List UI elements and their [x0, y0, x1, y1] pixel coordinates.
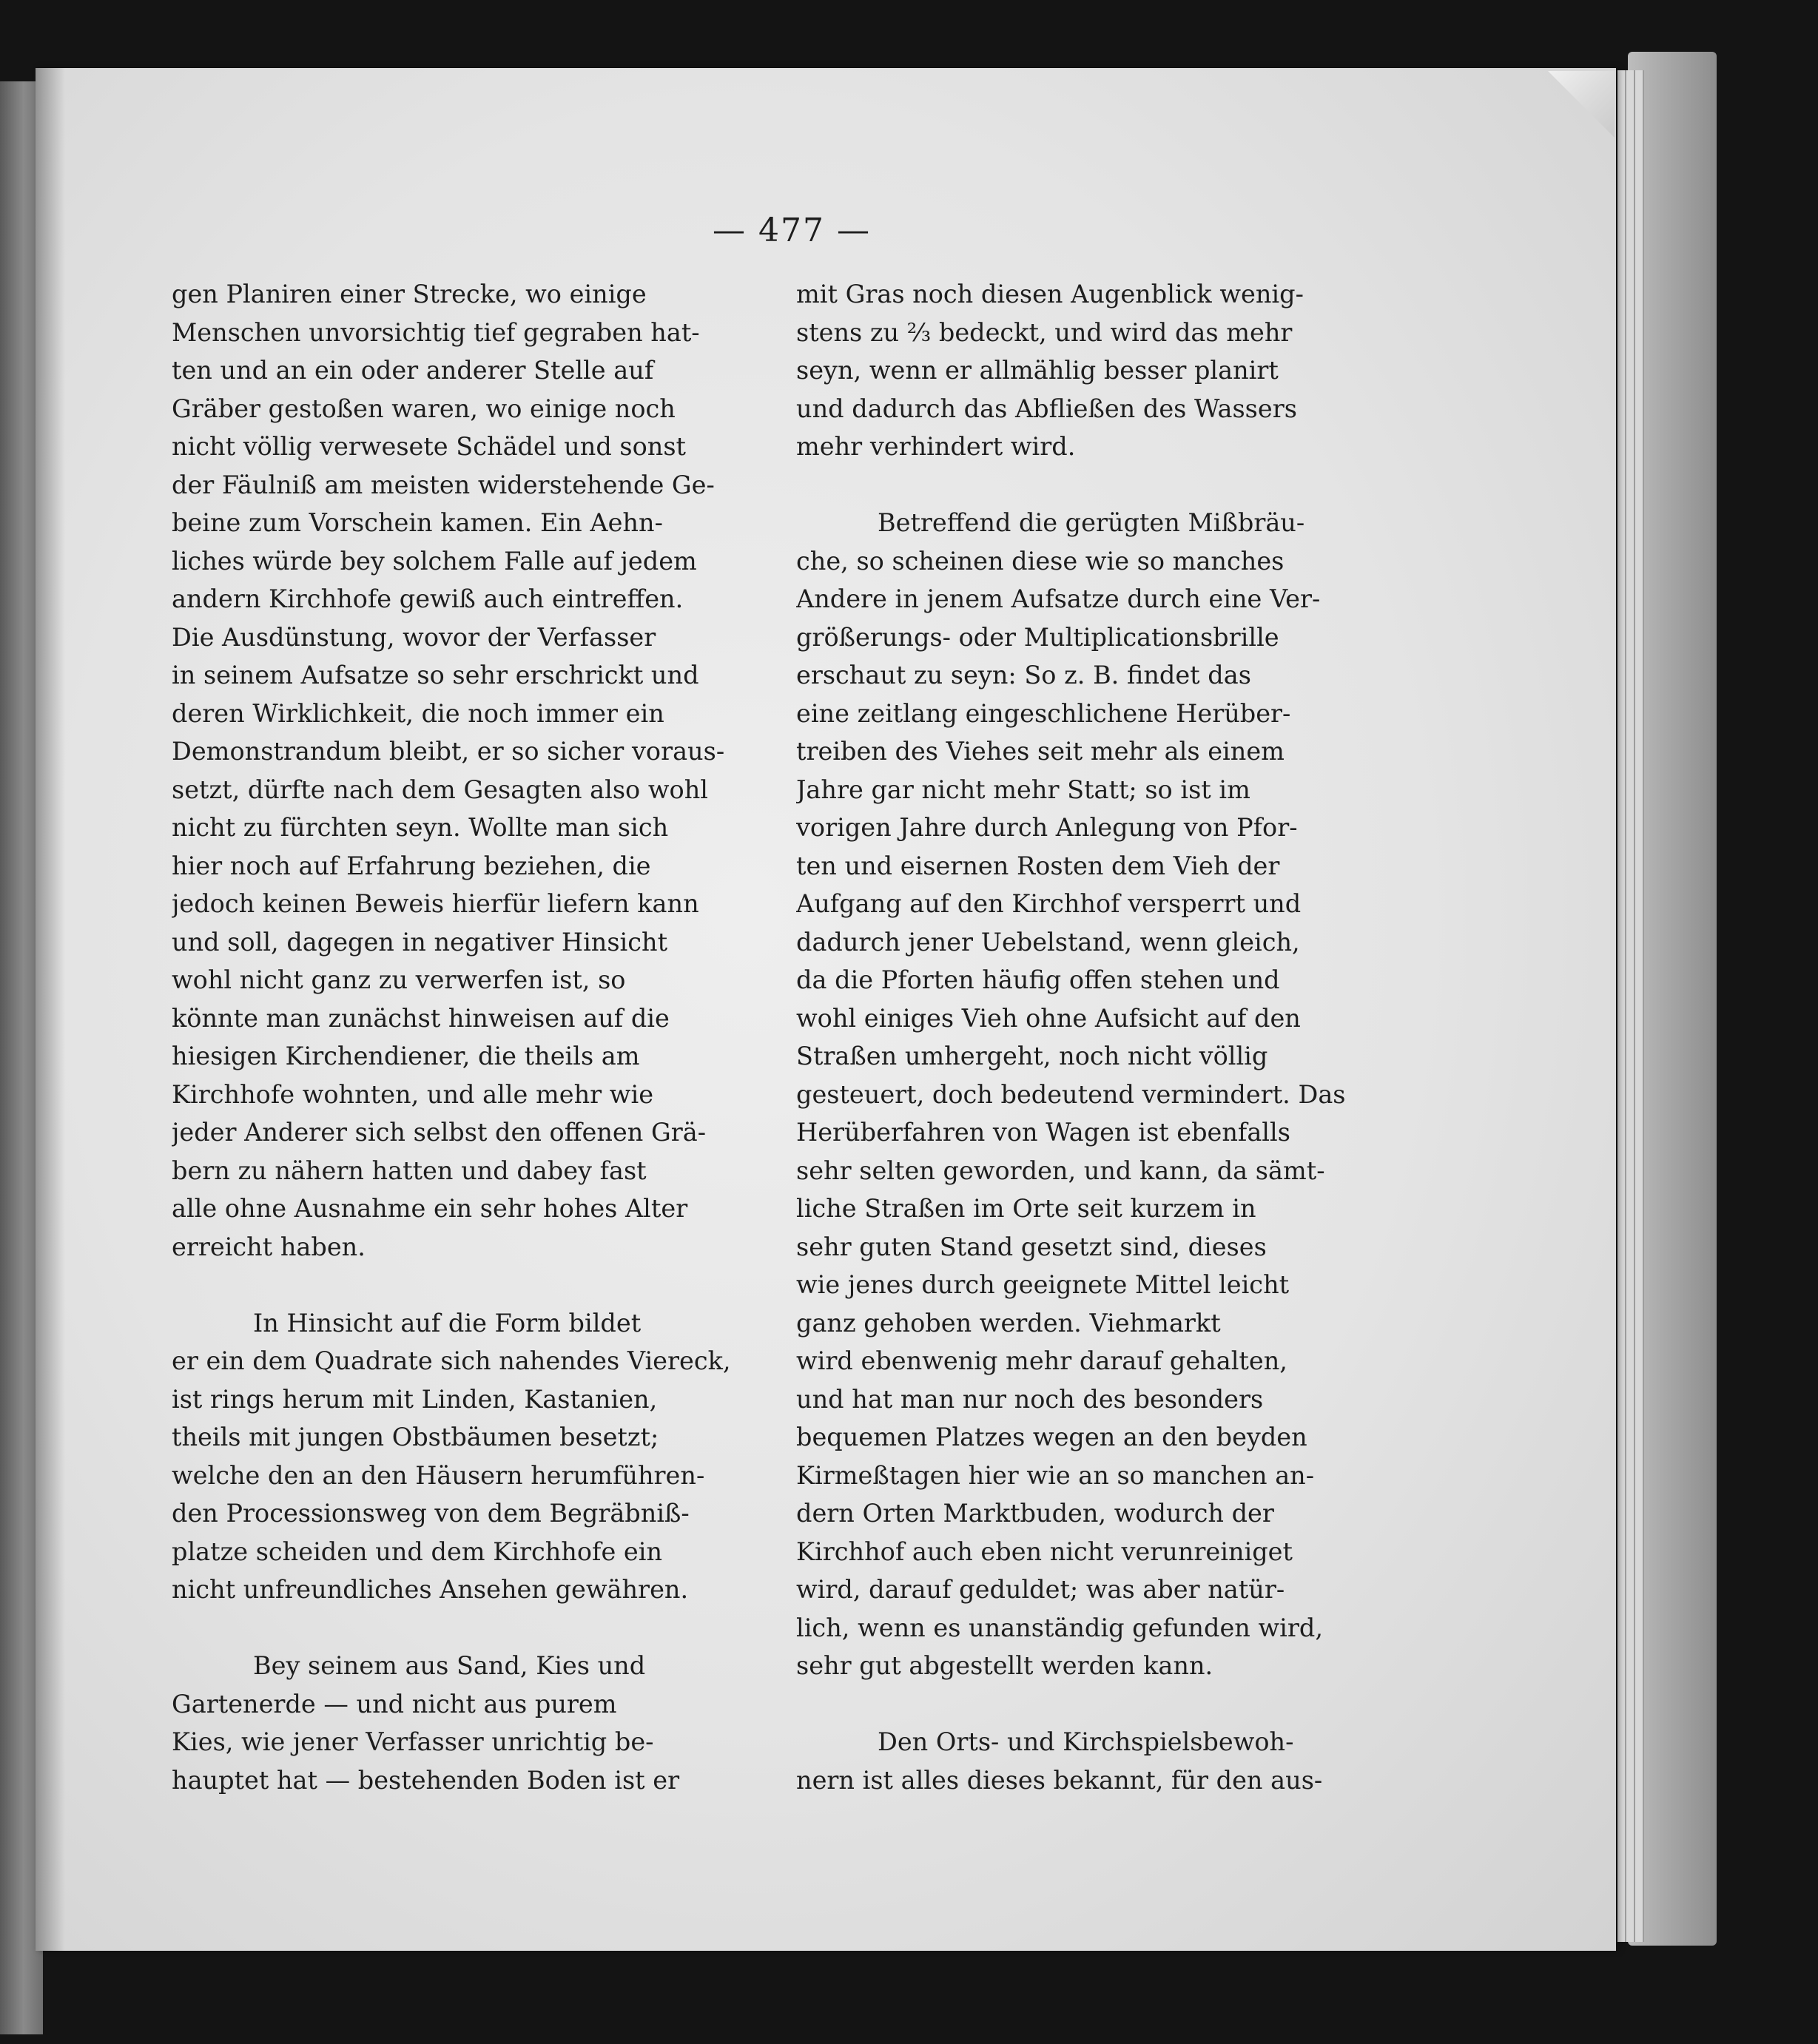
text-line: erschaut zu seyn: So z. B. findet das	[796, 661, 1251, 689]
text-line: Betreffend die gerügten Mißbräu-	[878, 508, 1305, 537]
spine-shadow	[36, 68, 65, 1951]
text-line: che, so scheinen diese wie so manches	[796, 546, 1285, 576]
text-line: sehr guten Stand gesetzt sind, dieses	[796, 1232, 1267, 1261]
text-line: hiesigen Kirchendiener, die theils am	[172, 1042, 640, 1070]
text-line: Kirmeßtagen hier wie an so manchen an-	[796, 1460, 1315, 1490]
text-line: und dadurch das Abfließen des Wassers	[796, 394, 1297, 423]
text-line: beine zum Vorschein kamen. Ein Aehn-	[172, 508, 663, 537]
text-line: deren Wirklichkeit, die noch immer ein	[172, 698, 664, 728]
paragraph-gap	[796, 1685, 1385, 1724]
text-line: Gräber gestoßen waren, wo einige noch	[172, 394, 676, 423]
text-line: den Processionsweg von dem Begräbniß-	[172, 1499, 690, 1528]
text-line: vorigen Jahre durch Anlegung von Pfor-	[796, 813, 1298, 842]
left-text-column	[172, 275, 762, 1799]
page-edge	[1626, 70, 1635, 1942]
text-line: hauptet hat — bestehenden Boden ist er	[172, 1765, 680, 1795]
text-line: ten und eisernen Rosten dem Vieh der	[796, 851, 1280, 880]
text-line: jeder Anderer sich selbst den offenen Grä-	[172, 1118, 707, 1147]
text-line: Kirchhofe wohnten, und alle mehr wie	[172, 1079, 654, 1109]
text-line: er ein dem Quadrate sich nahendes Viereck,	[172, 1346, 731, 1375]
text-line: alle ohne Ausnahme ein sehr hohes Alter	[172, 1194, 688, 1223]
text-line: Kirchhof auch eben nicht verunreiniget	[796, 1537, 1293, 1566]
text-line: Demonstrandum bleibt, er so sicher voraus-	[172, 737, 725, 766]
text-line: der Fäulniß am meisten widerstehende Ge-	[172, 470, 715, 499]
text-line: wird ebenwenig mehr darauf gehalten,	[796, 1346, 1287, 1375]
text-line: ist rings herum mit Linden, Kastanien,	[172, 1384, 658, 1414]
text-line: dern Orten Marktbuden, wodurch der	[796, 1499, 1274, 1528]
paragraph-gap	[172, 1266, 762, 1304]
text-line: erreicht haben.	[172, 1232, 366, 1261]
text-line: Gartenerde — und nicht aus purem	[172, 1689, 617, 1718]
text-line: andern Kirchhofe gewiß auch eintreffen.	[172, 584, 684, 613]
text-line: sehr gut abgestellt werden kann.	[796, 1651, 1213, 1680]
text-line: mit Gras noch diesen Augenblick wenig-	[796, 280, 1304, 308]
page-number: — 477 —	[713, 212, 871, 249]
text-line: Bey seinem aus Sand, Kies und	[253, 1651, 646, 1680]
right-text-column	[796, 275, 1385, 1799]
text-line: Kies, wie jener Verfasser unrichtig be-	[172, 1727, 654, 1756]
text-line: nicht zu fürchten seyn. Wollte man sich	[172, 813, 669, 842]
text-line: gesteuert, doch bedeutend vermindert. Das	[796, 1079, 1346, 1109]
text-line: hier noch auf Erfahrung beziehen, die	[172, 851, 651, 880]
text-line: bern zu nähern hatten und dabey fast	[172, 1156, 647, 1185]
text-line: sehr selten geworden, und kann, da sämt-	[796, 1156, 1325, 1185]
text-line: ten und an ein oder anderer Stelle auf	[172, 356, 654, 385]
text-line: mehr verhindert wird.	[796, 432, 1076, 461]
text-line: wird, darauf geduldet; was aber natür-	[796, 1575, 1285, 1604]
text-line: liches würde bey solchem Falle auf jedem	[172, 546, 697, 576]
text-line: lich, wenn es unanständig gefunden wird,	[796, 1613, 1323, 1642]
text-line: könnte man zunächst hinweisen auf die	[172, 1003, 670, 1033]
text-line: und hat man nur noch des besonders	[796, 1384, 1264, 1414]
page-edge	[1635, 70, 1644, 1942]
text-line: Die Ausdünstung, wovor der Verfasser	[172, 622, 656, 652]
text-line: Den Orts- und Kirchspielsbewoh-	[878, 1727, 1294, 1756]
text-line: jedoch keinen Beweis hierfür liefern kann	[172, 889, 699, 918]
text-line: Andere in jenem Aufsatze durch eine Ver-	[796, 584, 1321, 613]
text-line: gen Planiren einer Strecke, wo einige	[172, 280, 647, 308]
text-line: wohl einiges Vieh ohne Aufsicht auf den	[796, 1003, 1301, 1033]
text-line: dadurch jener Uebelstand, wenn gleich,	[796, 927, 1300, 957]
text-line: liche Straßen im Orte seit kurzem in	[796, 1194, 1256, 1223]
text-line: stens zu ⅔ bedeckt, und wird das mehr	[796, 317, 1293, 347]
text-line: wohl nicht ganz zu verwerfen ist, so	[172, 965, 626, 994]
text-line: nicht unfreundliches Ansehen gewähren.	[172, 1575, 689, 1604]
paragraph-gap	[796, 466, 1385, 505]
text-line: welche den an den Häusern herumführen-	[172, 1460, 705, 1490]
text-line: Jahre gar nicht mehr Statt; so ist im	[796, 775, 1250, 804]
text-line: setzt, dürfte nach dem Gesagten also wohl	[172, 775, 709, 804]
text-line: nicht völlig verwesete Schädel und sonst	[172, 432, 687, 461]
text-line: theils mit jungen Obstbäumen besetzt;	[172, 1423, 659, 1451]
text-line: da die Pforten häufig offen stehen und	[796, 965, 1280, 994]
text-line: eine zeitlang eingeschlichene Herüber-	[796, 698, 1291, 728]
page-edge	[1617, 70, 1626, 1942]
text-line: treiben des Viehes seit mehr als einem	[796, 737, 1285, 766]
text-line: seyn, wenn er allmählig besser planirt	[796, 356, 1279, 385]
text-line: ganz gehoben werden. Viehmarkt	[796, 1308, 1221, 1338]
text-line: Menschen unvorsichtig tief gegraben hat-	[172, 317, 700, 347]
text-line: und soll, dagegen in negativer Hinsicht	[172, 927, 668, 957]
text-line: nern ist alles dieses bekannt, für den aus-	[796, 1765, 1323, 1795]
text-line: wie jenes durch geeignete Mittel leicht	[796, 1270, 1290, 1299]
text-line: platze scheiden und dem Kirchhofe ein	[172, 1537, 663, 1566]
paragraph-gap	[172, 1609, 762, 1647]
text-line: Straßen umhergeht, noch nicht völlig	[796, 1042, 1268, 1070]
text-line: größerungs- oder Multiplicationsbrille	[796, 622, 1279, 652]
text-line: in seinem Aufsatze so sehr erschrickt und	[172, 661, 699, 689]
text-line: Aufgang auf den Kirchhof versperrt und	[796, 889, 1302, 918]
text-line: bequemen Platzes wegen an den beyden	[796, 1423, 1307, 1451]
text-line: Herüberfahren von Wagen ist ebenfalls	[796, 1118, 1290, 1147]
text-line: In Hinsicht auf die Form bildet	[253, 1308, 642, 1338]
